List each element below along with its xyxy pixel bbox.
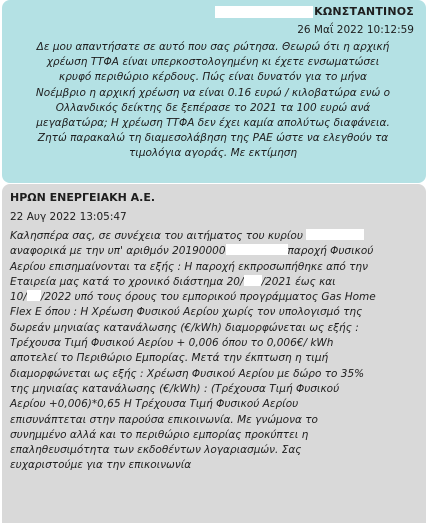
message-line: Δε μου απαντήσατε σε αυτό που σας ρώτησα. Θεωρώ ότι η αρχική (36, 41, 390, 53)
redacted-supply-number (226, 244, 288, 255)
redacted-surname (215, 6, 313, 18)
company-timestamp: 22 Αυγ 2022 13:05:47 (10, 211, 127, 223)
customer-message-bubble (2, 0, 426, 183)
redacted-month (27, 290, 41, 301)
message-line: κρυφό περιθώριο κέρδους. Πώς είναι δυνατόν για το μήνα (59, 71, 367, 84)
company-message-text (10, 229, 418, 474)
company-sender-name: ΗΡΩΝ ΕΝΕΡΓΕΙΑΚΗ Α.Ε. (10, 191, 156, 204)
message-line: της μηνιαίας κατανάλωσης (€/kWh) : (Τρέχουσα Τιμή Φυσικού (10, 382, 340, 395)
company-message-bubble (2, 184, 426, 523)
message-line: Καλησπέρα σας, σε συνέχεια του αιτήματος του κυρίου (10, 229, 418, 244)
message-line: συνημμένο αλλά και το περιθώριο εμπορίας προκύπτει η (10, 428, 309, 441)
message-line: ευχαριστούμε για την επικοινωνία (10, 459, 192, 472)
message-line: Αερίου +0,006)*0,65 Η Τρέχουσα Τιμή Φυσικού Αερίου (10, 398, 299, 411)
customer-message-text (10, 40, 416, 162)
customer-timestamp: 26 Μαΐ 2022 10:12:59 (297, 24, 414, 36)
message-line: χρέωση ΤΤΦΑ είναι υπερκοστολογημένη κι έχετε ενσωματώσει (46, 56, 380, 69)
message-line: Τρέχουσα Τιμή Φυσικού Αερίου + 0,006 όπου το 0,006€/ kWh (10, 337, 334, 350)
message-line: Νοέμβριο η αρχική χρέωση να είναι 0.16 ευρώ / κιλοβατώρα ενώ ο (35, 86, 391, 99)
message-line: επισυνάπτεται στην παρούσα επικοινωνία. Με γνώμονα το (10, 413, 318, 426)
message-line: αποτελεί το Περιθώριο Εμπορίας. Μετά την έκπτωση η τιμή (10, 352, 329, 365)
message-line: 10/ /2022 υπό τους όρους του εμπορικού προγράμματος Gas Home (10, 291, 376, 304)
message-line: Εταιρεία μας κατά το χρονικό διάστημα 20/ /2021 έως και (10, 275, 336, 288)
message-line: δωρεάν μηνιαίας κατανάλωσης (€/kWh) διαμορφώνεται ως εξής : (10, 321, 359, 334)
message-line: Ζητώ παρακαλώ τη διαμεσολάβηση της ΡΑΕ ώστε να ελεγθούν τα (37, 132, 389, 145)
customer-sender-name: ΚΩΝΣΤΑΝΤΙΝΟΣ (314, 5, 414, 18)
redacted-month (244, 275, 262, 286)
message-line: διαμορφώνεται ως εξής : Χρέωση Φυσικού Αερίου με δώρο το 35% (10, 367, 365, 380)
message-line: μεγαβατώρα; Η χρέωση ΤΤΦΑ δεν έχει καμία απολύτως διαφάνεια. (36, 117, 390, 130)
message-line: τιμολόγια αγοράς. Με εκτίμηση (128, 147, 298, 160)
message-line: Flex E όπου : Η Χρέωση Φυσικού Αερίου χωρίς τον υπολογισμό της (10, 306, 363, 319)
message-line: Αερίου επισημαίνονται τα εξής : Η παροχή εκπροσωπήθηκε από την (10, 260, 368, 273)
redacted-name (306, 229, 364, 240)
message-line: αναφορικά με την υπ' αριθμόν 20190000 παροχή Φυσικού (10, 245, 374, 258)
customer-sender (215, 5, 414, 18)
message-line: επαληθευσιμότητα των εκδοθέντων λογαριασμών. Σας (10, 444, 302, 457)
message-line: Ολλανδικός δείκτης δε ξεπέρασε το 2021 τα 100 ευρώ ανά (55, 101, 371, 114)
